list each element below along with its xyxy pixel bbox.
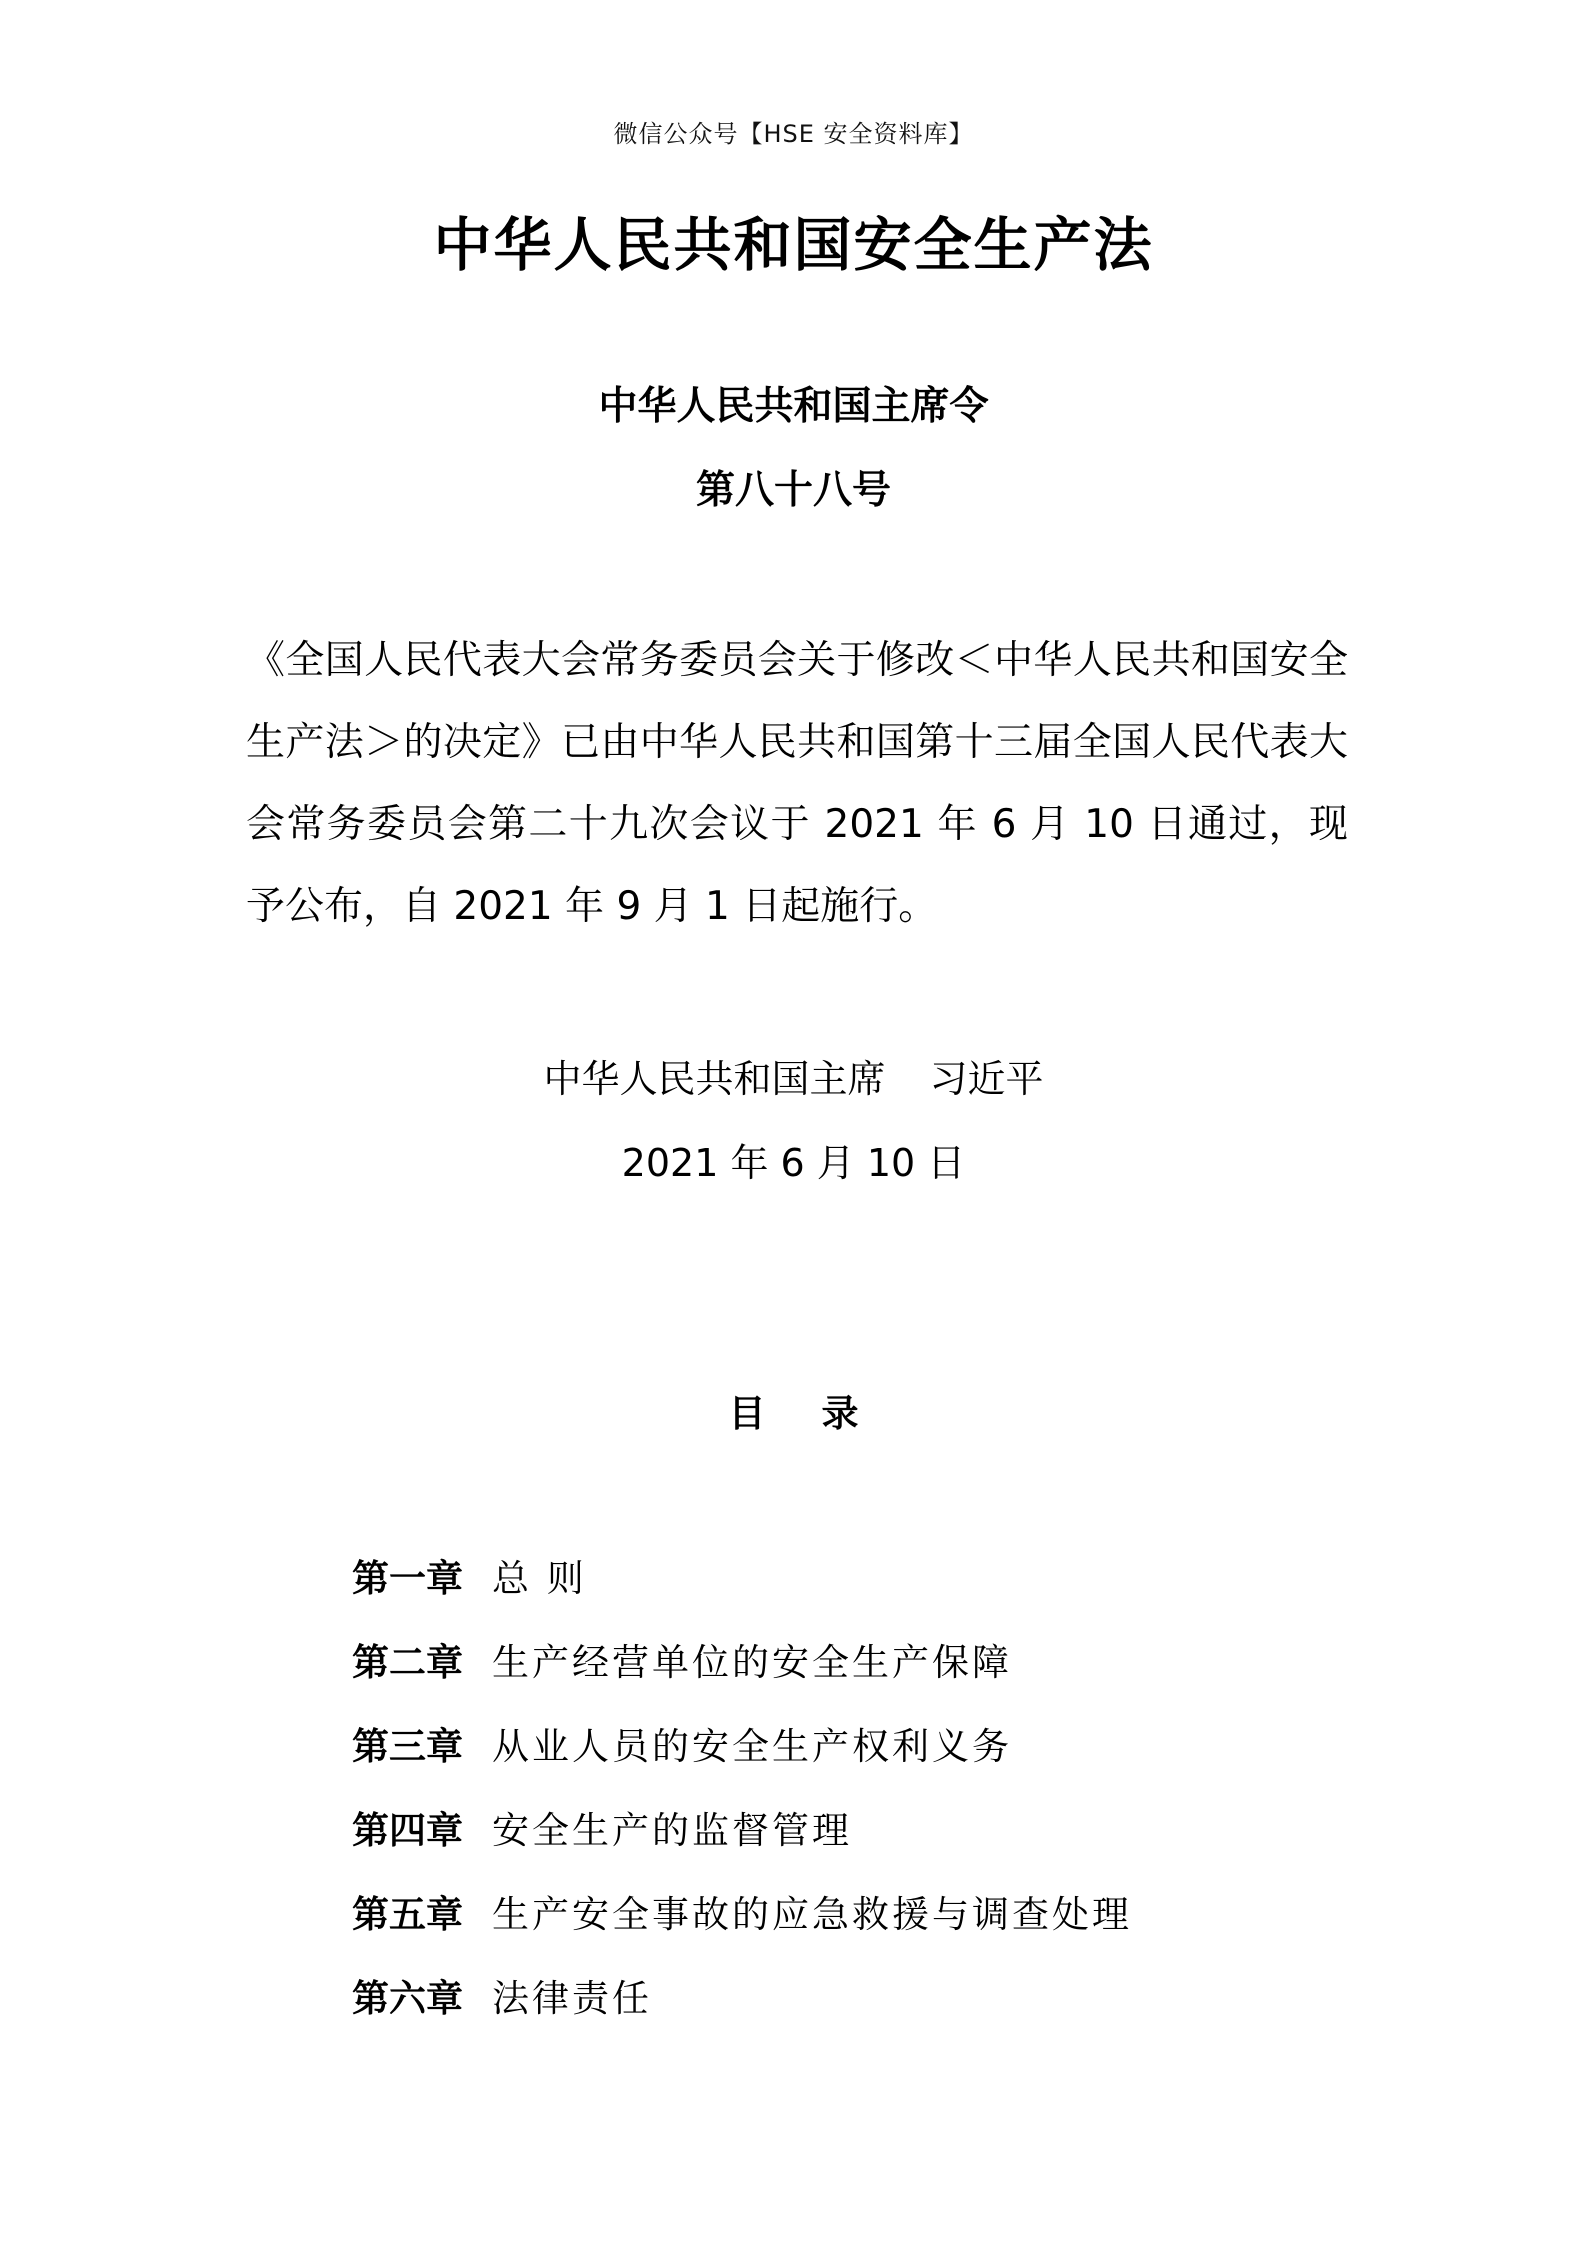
toc-item-chapter-1[interactable] — [352, 1548, 1352, 1632]
signature-role: 中华人民共和国主席 — [543, 1057, 886, 1101]
toc-item-chapter-2[interactable] — [352, 1632, 1352, 1716]
toc-chapter-label: 第五章 — [352, 1892, 463, 1936]
toc-chapter-label: 第三章 — [352, 1724, 463, 1768]
toc-chapter-title: 法律责任 — [492, 1977, 652, 2020]
toc-heading-right: 录 — [821, 1391, 859, 1435]
signature-line — [0, 1048, 1587, 1103]
toc-item-chapter-5[interactable] — [352, 1884, 1352, 1968]
order-title: 中华人民共和国主席令 — [598, 383, 989, 429]
toc-chapter-title: 总 则 — [492, 1557, 587, 1600]
toc-item-chapter-6[interactable] — [352, 1968, 1352, 2052]
toc-list — [352, 1548, 1352, 2052]
toc-chapter-label: 第六章 — [352, 1976, 463, 2020]
toc-chapter-title: 生产经营单位的安全生产保障 — [492, 1641, 1012, 1684]
toc-chapter-title: 从业人员的安全生产权利义务 — [492, 1725, 1012, 1768]
toc-heading-left: 目 — [728, 1391, 766, 1435]
toc-heading — [0, 1383, 1587, 1437]
header-note: 微信公众号【HSE 安全资料库】 — [613, 120, 974, 148]
toc-item-chapter-3[interactable] — [352, 1716, 1352, 1800]
signature-name: 习近平 — [929, 1057, 1044, 1101]
toc-chapter-label: 第四章 — [352, 1808, 463, 1852]
toc-chapter-label: 第二章 — [352, 1640, 463, 1684]
toc-item-chapter-4[interactable] — [352, 1800, 1352, 1884]
signature-date: 2021 年 6 月 10 日 — [621, 1141, 966, 1185]
toc-chapter-title: 安全生产的监督管理 — [492, 1809, 852, 1852]
order-number: 第八十八号 — [695, 467, 891, 513]
toc-chapter-title: 生产安全事故的应急救援与调查处理 — [492, 1893, 1132, 1936]
toc-chapter-label: 第一章 — [352, 1556, 463, 1600]
announcement-paragraph: 《全国人民代表大会常务委员会关于修改＜中华人民共和国安全生产法＞的决定》已由中华人民共和国第十三届全国人民代表大会常务委员会第二十九次会议于 2021 年 6 月 10 日通过，现予公布，自 2021 年 9 月 1 日起施行。 — [246, 638, 1348, 929]
document-title: 中华人民共和国安全生产法 — [433, 211, 1154, 279]
